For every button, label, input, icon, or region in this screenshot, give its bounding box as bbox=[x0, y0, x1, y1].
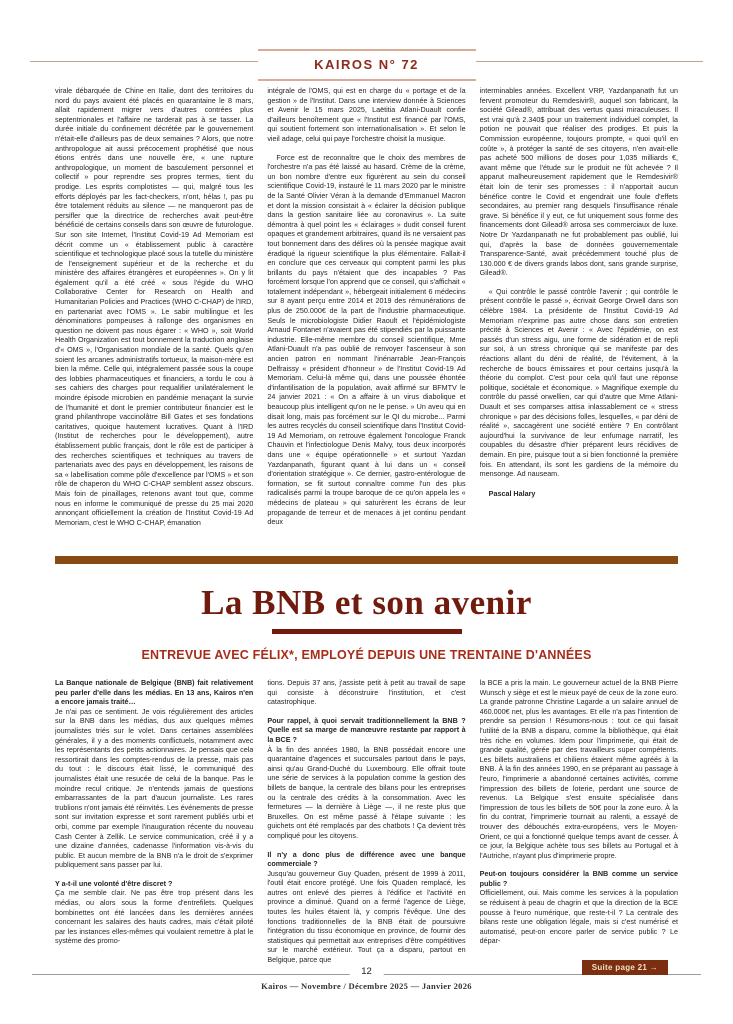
interview-column-2 bbox=[267, 678, 465, 990]
article-subhead: ENTREVUE AVEC FÉLIX*, EMPLOYÉ DEPUIS UNE TRENTAINE D'ANNÉES bbox=[141, 648, 592, 662]
interview-article bbox=[55, 678, 678, 990]
interview-lede: La Banque nationale de Belgique (BNB) fait relativement peu parler d'elle dans les médias. En 13 ans, Kairos n'en a encore jamais traité… bbox=[55, 678, 254, 707]
interview-answer: Jusqu'au gouverneur Guy Quaden, présent de 1999 à 2011, l'outil était encore protégé. Une fois Quaden remplacé, les autres ont enlevé des pierres à l'édifice et l'activité en province a diminué. Quand on a fermé l'agence de Liège, toutes les huiles étaient là, y compris l'évêque. Une des fonctions traditionnelles de la BNB était de poursuivre l'intégration du tissu économique en province, de fournir des statistiques qui permettait aux entreprises d'être compétitives sur le marché extérieur. Tout ça a disparu, partout en Belgique, parce que bbox=[267, 868, 466, 965]
interview-column-3 bbox=[480, 678, 678, 990]
top-article-column-2 bbox=[267, 86, 465, 552]
interview-question: Y a-t-il une volonté d'être discret ? bbox=[55, 878, 173, 888]
paragraph: intégrale de l'OMS, qui est en charge du « portage et de la gestion » de l'Institut. Dans une interview donnée à Sciences et Avenir le 15 mars 2025, Laëtitia Atlani-Duault confie d'ailleurs benoîtement que « l'Institut est financé par l'OMS, qui soutient fortement son internationalisation ». Et selon le vieil adage, celui qui paye l'orchestre choisit la musique. bbox=[267, 86, 466, 143]
author-signature: Pascal Halary bbox=[488, 488, 536, 498]
paragraph: Force est de reconnaître que le choix des membres de l'orchestre n'a pas été laissé au hasard. Crème de la crème, un bon nombre d'entre eux figurèrent au sein du conseil scientifique Covid-19, instauré le 11 mars 2020 par le ministre de la Santé Olivier Véran à la demande d'Emmanuel Macron et dont la mission consistait à « éclairer la décision publique dans la gestion sanitaire liée au coronavirus ». La suite démontra à quel point les « éclairages » dudit conseil furent opaques et grandement arbitraires, quand ils ne versaient pas tout bonnement dans des délires où la pensée magique avait éradiqué la rigueur scientifique la plus élémentaire. Fallait-il en conclure que ces cerveaux qui comptent parmi les plus brillants du pays n'étaient que des incapables ? Pas forcément lorsque l'on apprend que ce conseil, qui s'affichait « totalement indépendant », hébergeait initialement 6 médecins sur 8 ayant perçu entre 2014 et 2019 des rémunérations de plus de 250.000€ de la part de l'industrie pharmaceutique. Seuls le microbiologiste Didier Raoult et l'épidémiologiste Arnaud Fontanet n'avaient pas été stipendiés par la puissante industrie. Elle-même membre du conseil scientifique, Mme Atlani-Duault n'a pas oublié de renvoyer l'ascenseur à son ancien patron en nommant l'inénarrable Jean-François Delfraissy « président d'honneur » de l'Institut Covid-19 Ad Memoriam. Celui-là même qui, dans une poussée éhontée d'infantilisation de la population, avait affirmé sur BFMTV le 24 janvier 2021 : « On a affaire à un virus diabolique et beaucoup plus intelligent qu'on ne le pense. » Un aveu qui en disait long, mais pas forcément sur le QI du microbe... Parmi les autres recyclés du conseil scientifique dans l'Institut Covid-19 Ad Memoriam, on retrouve également l'oncologue Franck Chauvin et l'infectiologue Denis Malvy, tous deux incorporés dans une « équipe opérationnelle » et surtout Yazdan Yazdanpanath, figurant quant à lui dans un « conseil d'orientation stratégique ». Ce dernier, gastro-entérologue de formation, se fit surtout connaître comme l'un des plus radicalisés parmi la troupe baroque de ce qu'on appela les « médecins de plateau » qui saturèrent les écrans de leur propagande de terreur et de menaces à jet continu pendant deux bbox=[267, 152, 466, 527]
paragraph: virale débarquée de Chine en Italie, dont des territoires du nord du pays avaient été placés en quarantaine le 8 mars, allait rapidement migrer vers d'autres contrées plus septentrionales et l'affaire ne tarderait pas à se tasser. La durée initiale du confinement décrétée par le gouvernement n'était-elle d'ailleurs pas de deux semaines ? Alors, que notre anthropologue ait aussi précocement prophétisé que nous étions entrés dans une nouvelle ère, « une rupture anthropologique, un moment de basculement personnel et collectif » pour reprendre ses propres termes, tient du prodige. Les esprits complotistes — qui, malgré tous les efforts déployés par les fact-checkers, n'ont, hélas !, pas pu être totalement réduits au silence — ne manqueront pas de persifler que la directrice de recherches avait peut-être bénéficié de certains conseils dans son œuvre de futurologue. Sur son site Internet, l'Institut Covid-19 Ad Memoriam est décrit comme un « établissement public à caractère scientifique et technologique placé sous la tutelle du ministère de l'enseignement supérieur et de la recherche et du ministère des affaires étrangères et européennes ». On y lit également qu'il a été créé « sous l'égide du WHO Collaborative Center for Research on Health and Humanitarian Policies and Practices (WHO C-CHAP) de l'IRD, en partenariat avec l'OMS ». Le sabir multilingue et les dénominations pompeuses à rallonge des organismes en question ne doivent pas nous égarer : « WHO », soit World Health Organization est tout bonnement la traduction anglaise d'« OMS », l'Organisation mondiale de la santé. Quels qu'en soient les arcanes administratifs tortueux, la maison-mère est bien la même. Celle qui, intégralement passée sous la coupe des lobbies pharmaceutiques et financiers, a tordu le cou à ses cahiers des charges pour requalifier unilatéralement le moindre épisode microbien en pandémie menaçant la survie de l'humanité et dont le premier contributeur financier est le grand philanthrope vaccinolâtre Bill Gates et ses fondations caritatives, quoique hautement lucratives. Quant à l'IRD (Institut de recherches pour le développement), autre établissement public français, dont le rôle est de participer à des recherches scientifiques et techniques au travers de partenariats avec des pays en développement, les raisons de sa « labellisation comme pôle d'excellence par l'OMS » et son rôle de chaperon du WHO C-CHAP semblent assez obscurs. Mais foin de pinaillages, retenons avant tout que, comme nous en informe le communiqué de presse du 25 mai 2020 annonçant officiellement la création de l'Institut Covid-19 Ad Memoriam, c'est le WHO C-CHAP, émanation bbox=[55, 86, 254, 527]
page-number: 12 bbox=[349, 966, 384, 977]
article-headline: La BNB et son avenir bbox=[201, 583, 532, 622]
interview-answer: tions. Depuis 37 ans, j'assiste petit à petit au travail de sape qui consiste à déconstruire l'institution, et c'est catastrophique. bbox=[267, 678, 466, 707]
interview-question: Peut-on toujours considérer la BNB comme un service public ? bbox=[479, 869, 678, 888]
interview-answer: Je n'ai pas ce sentiment. Je vois régulièrement des articles sur la BNB dans les médias, dus aux quelques mêmes journalistes triés sur le volet. Dans certaines assemblées générales, il y a des moments conflictuels, notamment avec les représentants des petits actionnaires. Je pensais que cela ressortirait dans les comptes-rendus de la presse, mais pas du tout : le discours était lissé, le communiqué des journalistes était une resucée de celui de la banque. Pas le moindre recul critique. Je n'entends jamais de questions embarrassantes de la part d'aucun journaliste. Les rares trublions n'ont jamais été réinvités. Les événements de presse sont sur invitation expresse et sont rarement publiés urbi et orbi, comme par exemple l'inauguration récente du nouveau Cash Center à Zellik. Le service communication, créé il y a une dizaine d'années, cadenasse l'information vis-à-vis du public. Et aucun membre de la BNB n'a le droit de s'exprimer publiquement sans passer par lui. bbox=[55, 706, 254, 870]
masthead-title: KAIROS N° 72 bbox=[314, 57, 419, 72]
interview-answer: Ça me semble clair. Ne pas être trop présent dans les médias, ou alors sous la forme d'entrefilets. Quelques bombinettes ont été lancées dans les dernières années concernant les salaires des hauts cadres, mais c'était piloté par les instances elles-mêmes qui voulaient remettre à plat le système des promo- bbox=[55, 888, 254, 946]
interview-answer: À la fin des années 1980, la BNB possédait encore une quarantaine d'agences et succursales partout dans le pays, ainsi qu'au Grand-Duché du Luxembourg. Elle offrait toute une série de services à la population comme la gestion des billets de banque, la centrale des bilans pour les entreprises ou la centrale des crédits à la consommation. Avec les fermetures — la dernière à Liège —, il ne reste plus que Bruxelles. On est même passé à l'étape suivante : les guichets ont été remplacés par des chatbots ! Ça devient très compliqué pour les citoyens. bbox=[267, 744, 466, 840]
paragraph: « Qui contrôle le passé contrôle l'avenir ; qui contrôle le présent contrôle le passé », écrivait George Orwell dans son célèbre 1984. La présidente de l'Institut Covid-19 Ad Memoriam n'exprime pas autre chose dans son entretien précité à Sciences et Avenir : « Avec l'épidémie, on est passés d'un stress aigu, une forme de sidération et de repli sur soi, à un stress chronique qui se manifeste par des réactions allant du déni de réalité, de l'évitement, à la recherche de boucs émissaires et pour certains jusqu'à la théorie du complot. C'est pour cela qu'il faut une réponse politique, sociétale et économique. » Magnifique exemple du contrôle du passé orwellien, car qui d'autre que Mme Atlani-Duault et ses comparses attisa inlassablement ce « stress chronique » par des décisions folles, lesquelles, « par déni de réalité », saccagèrent une société entière ? En contrôlant aujourd'hui la survivance de leur enfumage narratif, les coupables du désastre d'hier préparent leurs récidives de demain. En pire, puisque tout a si bien fonctionné la première fois. En attendant, ils sont les gardiens de la mémoire du mensonge. Ad nauseam. bbox=[479, 286, 678, 479]
interview-question: Il n'y a donc plus de différence avec une banque commerciale ? bbox=[267, 849, 466, 869]
footer-issue-line: Kairos — Novembre / Décembre 2025 — Janvier 2026 bbox=[261, 981, 472, 991]
paragraph: interminables années. Excellent VRP, Yazdanpanath fut un fervent promoteur du Remdesivir®, auquel son fabricant, la société Gilead®, attribuait des vertus quasi miraculeuses. Il est vrai qu'à 2.340$ pour un traitement individuel complet, la potion ne pouvait que réaliser des prodiges. Et puis la Commission européenne, toujours prompte, « quoi qu'il en coûte », à protéger la santé de ses citoyens, n'en avait-elle pas acheté 500 millions de doses pour 1,035 milliards €, avant même que l'étude sur le produit ne fût achevée ? Il apparut malheureusement rapidement que le Remdesivir® était loin de tenir ses promesses : il n'apportait aucun bénéfice contre le Covid et engendrait une foule d'effets secondaires, au premier rang desquels l'insuffisance rénale grave. Si bénéfice il y eut, ce fut uniquement sous forme des financements dont Gilead® arrosa ses commerciaux de luxe. Notre Dr Yazdanpanath ne fut probablement pas oublié, lui qui, d'après la base de données gouvernementale Transparence-Santé, avait précédemment touché plus de 130.000 € de divers grands labos dont, sans grande surprise, Gilead®. bbox=[479, 86, 678, 278]
interview-answer: Officiellement, oui. Mais comme les services à la population se réduisent à peau de chagrin et que la direction de la BCE pousse à l'euro numérique, que reste-t-il ? La centrale des bilans reste une obligation légale, mais si c'est numérisé et automatisé, peut-on encore parler de service public ? Le dépar- bbox=[479, 888, 678, 946]
continuation-notice: Suite page 21 → bbox=[582, 960, 668, 975]
masthead-box bbox=[258, 49, 476, 81]
top-article bbox=[55, 86, 678, 552]
top-article-column-3 bbox=[480, 86, 678, 552]
top-article-column-1 bbox=[55, 86, 253, 552]
section-divider-bar bbox=[55, 556, 678, 564]
interview-column-1 bbox=[55, 678, 253, 990]
headline-underline-rule bbox=[272, 629, 462, 634]
interview-answer: la BCE a pris la main. Le gouverneur actuel de la BNB Pierre Wunsch y siège et est le mieux payé de ceux de la zone euro. La grande patronne Christine Lagarde a un salaire annuel de 460.000€ net, plus les avantages. Et elle n'a pas l'intention de prendre sa pension ! Résumons-nous : tout ce qui faisait l'utilité de la BNB a disparu, comme la bibliothèque, qui était très riche en volumes. Idem pour l'imprimerie, qui était de grande qualité, gérée par des travailleurs super compétents. Les billets australiens et chiliens étaient même agréés à la BNB. À la fin des années 1990, en se préparant au passage à l'euro, l'imprimerie a abandonné certaines activités, comme l'impression des billets de loterie, perdant une source de revenus. La Belgique s'est ensuite spécialisée dans l'impression de tous les billets de 50€ pour la zone euro. À la fin du contrat, l'imprimerie tournait au ralenti, a essayé de trouver des débouchés extra-européens, vers le Moyen-Orient, ce qui a fonctionné quelque temps avant de cesser. À ce jour, la Belgique achète tous ses billets au Portugal et à l'Autriche, n'ayant plus d'imprimerie propre. bbox=[479, 678, 678, 860]
interview-question: Pour rappel, à quoi servait traditionnellement la BNB ? Quelle est sa marge de manœuvre restante par rapport à la BCE ? bbox=[267, 715, 466, 744]
